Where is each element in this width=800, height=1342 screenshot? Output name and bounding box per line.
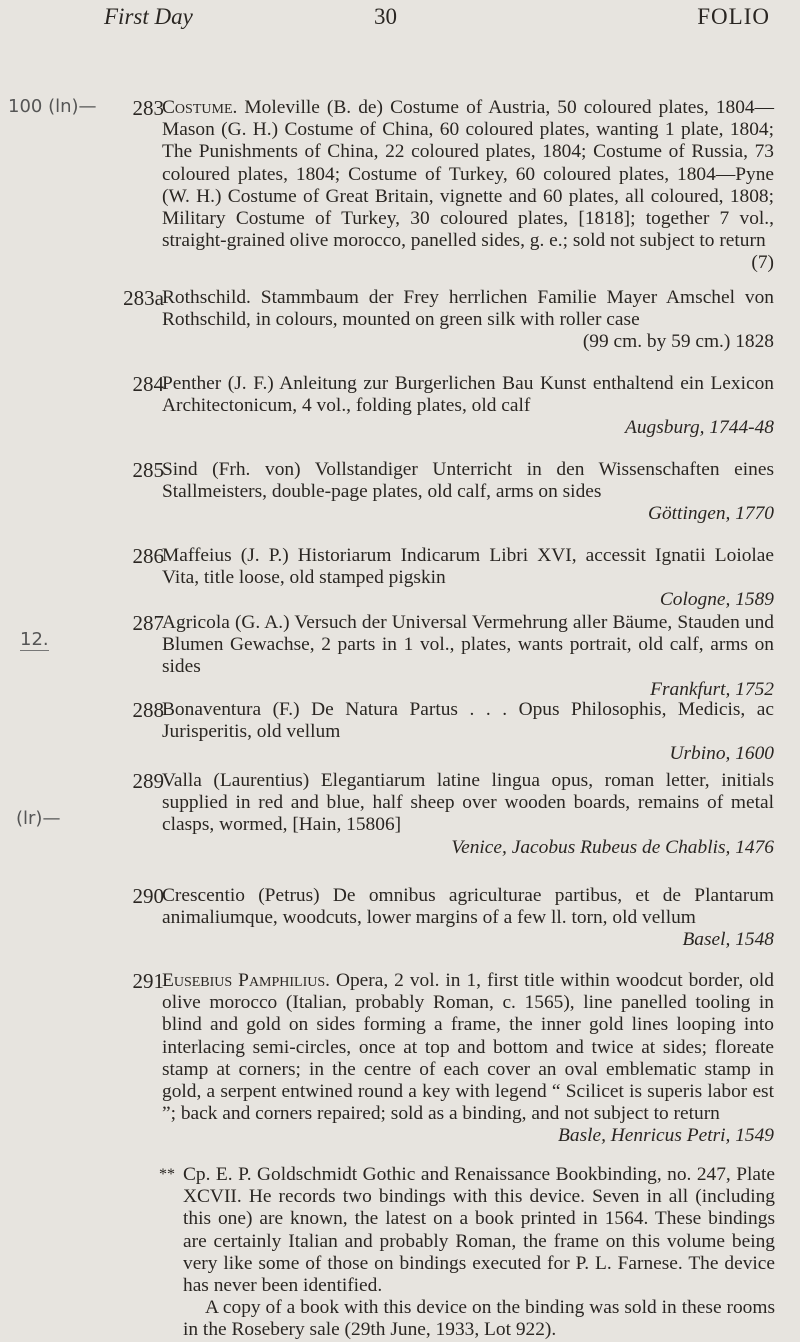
header-format: FOLIO [697, 4, 770, 29]
lot-description [162, 699, 774, 766]
note-paragraph-2: A copy of a book with this device on the binding was sold in these rooms in the Rosebery sale (29th June, 1933, Lot 922). [183, 1297, 775, 1341]
lot-heading: Eusebius Pamphilius. [162, 970, 331, 991]
lot-description [162, 885, 774, 952]
lot-body: Valla (Laurentius) Elegantiarum latine lingua opus, roman letter, initials supplied in red and blue, half sheep over wooden boards, remains of metal clasps, wormed, [Hain, 15806] [162, 770, 774, 836]
lot-description [162, 287, 774, 354]
lot-description [162, 459, 774, 526]
lot-imprint: Urbino, 1600 [669, 743, 774, 765]
lot-body: Maffeius (J. P.) Historiarum Indicarum Libri XVI, accessit Ignatii Loiolae Vita, title loose, old stamped pigskin [162, 545, 774, 589]
lot-number: 283a [123, 286, 164, 310]
lot-291-note [159, 1164, 775, 1342]
header-title: First Day [104, 4, 193, 29]
lot-number: 287 [132, 611, 164, 635]
lot-imprint: Basel, 1548 [682, 929, 774, 951]
lot-number: 283 [132, 96, 164, 120]
lot-body: Bonaventura (F.) De Natura Partus . . . Opus Philosophis, Medicis, ac Jurisperitis, old vellum [162, 699, 774, 743]
lot-number: 288 [132, 698, 164, 722]
lot-body: Opera, 2 vol. in 1, first title within woodcut border, old olive morocco (Italian, probably Roman, c. 1565), line panelled tooling in blind and gold on sides forming a frame, the inner gold lines looping into interlacing semi-circles, once at top and bottom and twice at sides; floreate stamp at corners; in the centre of each cover an oval emblematic stamp in gold, a serpent entwined round a key with legend “ Scilicet is superis labor est ”; back and corners repaired; sold as a binding, and not subject to return [162, 970, 774, 1125]
lot-body: Rothschild. Stammbaum der Frey herrlichen Familie Mayer Amschel von Rothschild, in colours, mounted on green silk with roller case [162, 287, 774, 331]
lot-body: Crescentio (Petrus) De omnibus agriculturae partibus, et de Plantarum animaliumque, woodcuts, lower margins of a few ll. torn, old vellum [162, 885, 774, 929]
lot-imprint: Göttingen, 1770 [647, 503, 774, 525]
lot-imprint: (7) [751, 252, 774, 274]
lot-number: 285 [132, 458, 164, 482]
note-paragraph-1: Cp. E. P. Goldschmidt Gothic and Renaissance Bookbinding, no. 247, Plate XCVII. He records two bindings with this device. Seven in all (including this one) are known, the latest on a book printed in 1564. These bindings are certainly Italian and probably Roman, the frame on this volume being very like some of those on bindings executed for P. L. Farnese. The device has never been identified. [183, 1164, 775, 1297]
lot-description [162, 373, 774, 440]
lot-body: Moleville (B. de) Costume of Austria, 50 coloured plates, 1804—Mason (G. H.) Costume of China, 60 coloured plates, wanting 1 plate, 1804; The Punishments of China, 22 coloured plates, 1804; Costume of Russia, 73 coloured plates, 1804; Costume of Turkey, 60 coloured plates, 1804—Pyne (W. H.) Costume of Great Britain, vignette and 60 plates, all coloured, 1808; Military Costume of Turkey, 30 coloured plates, [1818]; together 7 vol., straight-grained olive morocco, panelled sides, g. e.; sold not subject to return [162, 97, 774, 252]
lot-imprint: Cologne, 1589 [659, 589, 774, 611]
lot-number: 289 [132, 769, 164, 793]
handwritten-note-290: (lr)— [16, 808, 61, 829]
lot-body: Penther (J. F.) Anleitung zur Burgerlichen Bau Kunst enthaltend ein Lexicon Architectonicum, 4 vol., folding plates, old calf [162, 373, 774, 417]
handwritten-note-288: 12. [20, 629, 49, 650]
lot-number: 291 [132, 969, 164, 993]
page-header [104, 4, 770, 34]
lot-imprint: Venice, Jacobus Rubeus de Chablis, 1476 [451, 836, 774, 858]
lot-number: 284 [132, 372, 164, 396]
lot-description [162, 545, 774, 612]
lot-body: Sind (Frh. von) Vollstandiger Unterricht in den Wissenschaften eines Stallmeisters, double-page plates, old calf, arms on sides [162, 459, 774, 503]
handwritten-note-283: 100 (ln)— [8, 96, 97, 117]
lot-imprint: Frankfurt, 1752 [650, 678, 774, 700]
page-number: 30 [374, 4, 397, 29]
lot-description [162, 970, 774, 1148]
lot-imprint: (99 cm. by 59 cm.) 1828 [582, 331, 774, 353]
lot-description [162, 612, 774, 701]
lot-number: 286 [132, 544, 164, 568]
lot-heading: Costume. [162, 97, 238, 118]
lot-imprint: Augsburg, 1744-48 [624, 417, 774, 439]
asterisk-marker: ** [159, 1166, 175, 1183]
lot-imprint: Basle, Henricus Petri, 1549 [558, 1125, 774, 1147]
lot-number: 290 [132, 884, 164, 908]
lot-body: Agricola (G. A.) Versuch der Universal Vermehrung aller Bäume, Stauden und Blumen Gewachse, 2 parts in 1 vol., plates, wants portrait, old calf, arms on sides [162, 612, 774, 678]
lot-description [162, 97, 774, 275]
lot-description [162, 770, 774, 859]
